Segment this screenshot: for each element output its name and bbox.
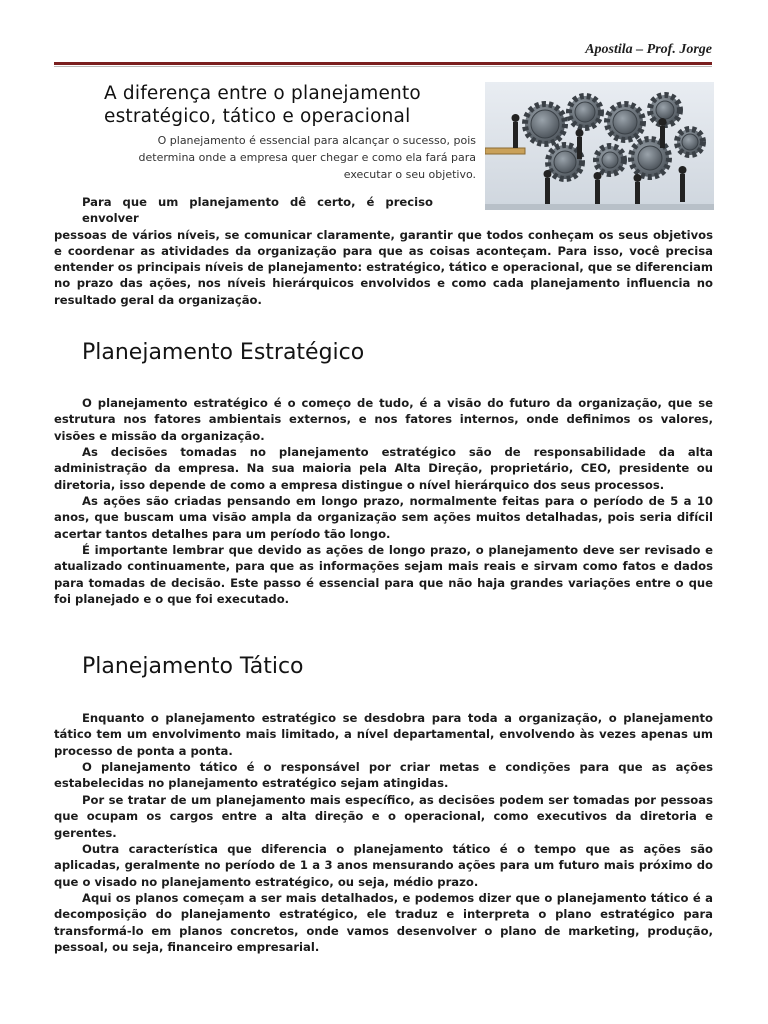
tatico-p4: Outra característica que diferencia o planejamento tático é o tempo que as ações são aplicadas, geralmente no período de 1 a 3 anos mensurando ações para um futuro mais próximo do que o visado no planejamento estratégico, ou seja, médio prazo. [54,842,713,889]
estrategico-p1: O planejamento estratégico é o começo de tudo, é a visão do futuro da organização, que se estrutura nos fatores ambientais externos, e nos fatores internos, onde definimos os valores, visões e missão da organização. [54,396,713,443]
intro-title-line2: estratégico, tático e operacional [104,106,411,127]
intro-subtitle-line3: executar o seu objetivo. [343,168,476,181]
intro-title [104,82,464,128]
intro-paragraph-rest: pessoas de vários níveis, se comunicar claramente, garantir que todos conheçam os seus objetivos e coordenar as atividades da organização para que as coisas aconteçam. Para isso, você precisa entender os principais níveis de planejamento: estratégico, tático e operacional, que se diferenciam no prazo das ações, nos níveis hierárquicos envolvidos e como cada planejamento influencia no resultado geral da organização. [54,227,713,307]
header-rule [54,62,712,65]
intro-paragraph [54,194,713,308]
estrategico-p4: É importante lembrar que devido as ações de longo prazo, o planejamento deve ser revisado e atualizado continuamente, para que as informações sejam mais reais e sirvam como fatos e dados para tomadas de decisão. Este passo é essencial para que não haja grandes variações entre o que foi planejado e o que foi executado. [54,543,713,606]
tatico-p1: Enquanto o planejamento estratégico se desdobra para toda a organização, o planejamento tático tem um envolvimento mais limitado, a nível departamental, envolvendo às vezes apenas um processo de ponta a ponta. [54,711,713,758]
intro-subtitle-line1: O planejamento é essencial para alcançar o sucesso, pois [157,134,476,147]
intro-subtitle-line2: determina onde a empresa quer chegar e como ela fará para [138,151,476,164]
intro-subtitle [96,132,476,183]
intro-paragraph-line1: Para que um planejamento dê certo, é preciso envolver [82,195,433,226]
estrategico-p3: As ações são criadas pensando em longo prazo, normalmente feitas para o período de 5 a 10 anos, que buscam uma visão ampla da organização sem ações muitos detalhadas, pois seria difícil acertar tantos detalhes para um período tão longo. [54,494,713,541]
header-text: Apostila – Prof. Jorge [585,42,712,57]
tatico-p3: Por se tratar de um planejamento mais específico, as decisões podem ser tomadas por pessoas que ocupam os cargos entre a alta direção e o operacional, como executivos da diretoria e gerentes. [54,793,713,840]
intro-title-line1: A diferença entre o planejamento [104,83,421,104]
header-rule-thin [54,66,712,67]
section-title-estrategico: Planejamento Estratégico [82,340,365,365]
tatico-p2: O planejamento tático é o responsável por criar metas e condições para que as ações estabelecidas no planejamento estratégico sejam atingidas. [54,760,713,791]
tatico-p5: Aqui os planos começam a ser mais detalhados, e podemos dizer que o planejamento tático é a decomposição do planejamento estratégico, ele traduz e interpreta o plano estratégico para transformá-lo em planos concretos, onde vamos desenvolver o plano de marketing, produção, pessoal, ou seja, financeiro empresarial. [54,891,713,954]
section-title-tatico: Planejamento Tático [82,654,304,679]
estrategico-p2: As decisões tomadas no planejamento estratégico são de responsabilidade da alta administração da empresa. Na sua maioria pela Alta Direção, proprietário, CEO, presidente ou diretoria, isso depende de como a empresa distingue o nível hierárquico dos seus processos. [54,445,713,492]
gears-business-people-illustration [485,82,714,210]
